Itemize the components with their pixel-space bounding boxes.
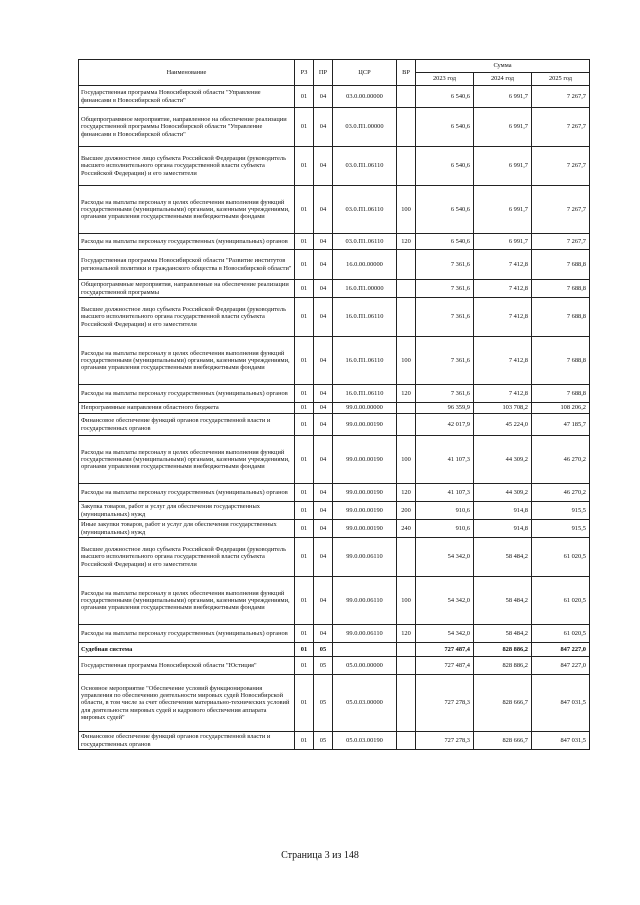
row-sum-2025: 915,5 <box>532 520 590 538</box>
row-pr: 04 <box>314 234 333 250</box>
row-pr: 04 <box>314 625 333 643</box>
row-csr: 16.0.00.00000 <box>333 250 397 280</box>
row-sum-2024: 44 309,2 <box>474 484 532 502</box>
table-row <box>79 643 590 657</box>
row-sum-2023: 6 540,6 <box>416 108 474 147</box>
row-vr <box>397 675 416 732</box>
row-csr: 99.0.00.06110 <box>333 577 397 625</box>
table-row <box>79 250 590 280</box>
row-sum-2025: 847 031,5 <box>532 732 590 750</box>
row-rz: 01 <box>295 280 314 298</box>
row-name: Непрограммные направления областного бюджета <box>79 403 295 414</box>
row-name: Расходы на выплаты персоналу в целях обеспечения выполнения функций государственными (муниципальными) органами, казенными учреждениями, органами управления государственными внебюджетными фондами <box>79 337 295 385</box>
row-sum-2023: 6 540,6 <box>416 186 474 234</box>
row-csr: 16.0.П1.06110 <box>333 337 397 385</box>
row-sum-2023: 727 487,4 <box>416 643 474 657</box>
row-csr: 03.0.П1.06110 <box>333 186 397 234</box>
row-sum-2023: 42 017,9 <box>416 414 474 436</box>
table-body <box>79 86 590 750</box>
row-vr: 100 <box>397 186 416 234</box>
row-csr: 99.0.00.00000 <box>333 403 397 414</box>
row-pr: 05 <box>314 643 333 657</box>
table-row <box>79 625 590 643</box>
row-pr: 04 <box>314 280 333 298</box>
row-sum-2024: 828 886,2 <box>474 643 532 657</box>
row-pr: 04 <box>314 577 333 625</box>
row-rz: 01 <box>295 520 314 538</box>
row-sum-2023: 6 540,6 <box>416 147 474 186</box>
header-year-2024: 2024 год <box>474 73 532 86</box>
row-rz: 01 <box>295 436 314 484</box>
row-vr: 100 <box>397 337 416 385</box>
row-sum-2025: 915,5 <box>532 502 590 520</box>
row-sum-2025: 847 227,0 <box>532 657 590 675</box>
row-csr: 16.0.П1.06110 <box>333 298 397 337</box>
row-name: Расходы на выплаты персоналу в целях обеспечения выполнения функций государственными (муниципальными) органами, казенными учреждениями, органами управления государственными внебюджетными фондами <box>79 577 295 625</box>
row-vr: 200 <box>397 502 416 520</box>
row-sum-2023: 7 361,6 <box>416 337 474 385</box>
row-csr: 99.0.00.06110 <box>333 538 397 577</box>
row-rz: 01 <box>295 108 314 147</box>
table-row <box>79 147 590 186</box>
row-rz: 01 <box>295 502 314 520</box>
table-row <box>79 502 590 520</box>
row-pr: 04 <box>314 147 333 186</box>
row-vr <box>397 414 416 436</box>
row-name: Основное мероприятие "Обеспечение условий функционирования управления по обеспечению деятельности мировых судей Новосибирской области, в том числе за счет обеспечения материально-технических условий для деятельности мировых судей и кадрового обеспечения аппарата мировых судей" <box>79 675 295 732</box>
row-rz: 01 <box>295 484 314 502</box>
row-vr: 240 <box>397 520 416 538</box>
row-rz: 01 <box>295 577 314 625</box>
header-pr: ПР <box>314 60 333 86</box>
row-pr: 04 <box>314 337 333 385</box>
row-name: Финансовое обеспечение функций органов государственной власти и государственных органов <box>79 732 295 750</box>
row-pr: 04 <box>314 502 333 520</box>
row-name: Общепрограммное мероприятие, направленное на обеспечение реализации государственной программы Новосибирской области "Управление финансами в Новосибирской области" <box>79 108 295 147</box>
row-csr <box>333 643 397 657</box>
table-row <box>79 337 590 385</box>
row-csr: 99.0.00.00190 <box>333 436 397 484</box>
row-sum-2025: 7 688,8 <box>532 337 590 385</box>
row-sum-2024: 6 991,7 <box>474 108 532 147</box>
header-rz: РЗ <box>295 60 314 86</box>
row-sum-2025: 7 688,8 <box>532 298 590 337</box>
row-sum-2023: 6 540,6 <box>416 234 474 250</box>
row-csr: 99.0.00.00190 <box>333 484 397 502</box>
row-sum-2025: 7 688,8 <box>532 385 590 403</box>
page-number: Страница 3 из 148 <box>281 850 359 861</box>
row-sum-2025: 61 020,5 <box>532 625 590 643</box>
row-csr: 05.0.03.00000 <box>333 675 397 732</box>
row-sum-2023: 727 487,4 <box>416 657 474 675</box>
row-csr: 05.0.03.00190 <box>333 732 397 750</box>
row-name: Государственная программа Новосибирской области "Юстиция" <box>79 657 295 675</box>
row-vr <box>397 657 416 675</box>
table-row <box>79 403 590 414</box>
row-name: Высшее должностное лицо субъекта Российской Федерации (руководитель высшего исполнительного органа государственной власти субъекта Российской Федерации) и его заместители <box>79 147 295 186</box>
row-rz: 01 <box>295 86 314 108</box>
row-sum-2025: 108 206,2 <box>532 403 590 414</box>
row-rz: 01 <box>295 538 314 577</box>
row-sum-2025: 847 227,0 <box>532 643 590 657</box>
row-vr: 120 <box>397 484 416 502</box>
row-sum-2023: 96 359,9 <box>416 403 474 414</box>
row-sum-2023: 727 278,3 <box>416 732 474 750</box>
header-vr: ВР <box>397 60 416 86</box>
row-rz: 01 <box>295 385 314 403</box>
row-rz: 01 <box>295 625 314 643</box>
row-vr <box>397 86 416 108</box>
row-pr: 04 <box>314 298 333 337</box>
row-name: Финансовое обеспечение функций органов государственной власти и государственных органов <box>79 414 295 436</box>
table-row <box>79 484 590 502</box>
row-sum-2023: 54 342,0 <box>416 538 474 577</box>
row-sum-2024: 7 412,8 <box>474 337 532 385</box>
row-csr: 16.0.П1.06110 <box>333 385 397 403</box>
row-sum-2024: 103 708,2 <box>474 403 532 414</box>
row-sum-2024: 914,8 <box>474 520 532 538</box>
header-year-2025: 2025 год <box>532 73 590 86</box>
row-sum-2025: 7 267,7 <box>532 147 590 186</box>
table-row <box>79 675 590 732</box>
row-sum-2024: 58 484,2 <box>474 625 532 643</box>
table-row <box>79 520 590 538</box>
row-vr: 120 <box>397 234 416 250</box>
row-vr <box>397 403 416 414</box>
row-csr: 99.0.00.00190 <box>333 414 397 436</box>
row-vr: 100 <box>397 436 416 484</box>
row-rz: 01 <box>295 643 314 657</box>
row-sum-2025: 7 688,8 <box>532 280 590 298</box>
row-rz: 01 <box>295 147 314 186</box>
row-sum-2025: 7 267,7 <box>532 186 590 234</box>
row-sum-2025: 61 020,5 <box>532 577 590 625</box>
row-sum-2024: 828 886,2 <box>474 657 532 675</box>
row-sum-2024: 6 991,7 <box>474 234 532 250</box>
row-rz: 01 <box>295 732 314 750</box>
row-sum-2024: 44 309,2 <box>474 436 532 484</box>
row-name: Судебная система <box>79 643 295 657</box>
row-name: Общепрограммные мероприятия, направленные на обеспечение реализации государственной программы <box>79 280 295 298</box>
table-row <box>79 234 590 250</box>
header-row-top <box>79 60 590 73</box>
row-name: Высшее должностное лицо субъекта Российской Федерации (руководитель высшего исполнительного органа государственной власти субъекта Российской Федерации) и его заместители <box>79 538 295 577</box>
row-csr: 03.0.П1.00000 <box>333 108 397 147</box>
row-csr: 99.0.00.00190 <box>333 520 397 538</box>
header-csr: ЦСР <box>333 60 397 86</box>
row-pr: 04 <box>314 108 333 147</box>
row-sum-2025: 7 267,7 <box>532 234 590 250</box>
row-sum-2025: 7 688,8 <box>532 250 590 280</box>
row-sum-2024: 7 412,8 <box>474 280 532 298</box>
row-sum-2024: 45 224,0 <box>474 414 532 436</box>
row-sum-2023: 7 361,6 <box>416 298 474 337</box>
row-sum-2023: 54 342,0 <box>416 577 474 625</box>
row-name: Закупка товаров, работ и услуг для обеспечения государственных (муниципальных) нужд <box>79 502 295 520</box>
row-sum-2024: 828 666,7 <box>474 732 532 750</box>
table-row <box>79 577 590 625</box>
row-rz: 01 <box>295 403 314 414</box>
header-sum: Сумма <box>416 60 590 73</box>
row-rz: 01 <box>295 234 314 250</box>
row-sum-2024: 58 484,2 <box>474 577 532 625</box>
row-csr: 99.0.00.00190 <box>333 502 397 520</box>
row-sum-2024: 7 412,8 <box>474 298 532 337</box>
row-name: Расходы на выплаты персоналу в целях обеспечения выполнения функций государственными (муниципальными) органами, казенными учреждениями, органами управления государственными внебюджетными фондами <box>79 436 295 484</box>
row-sum-2024: 6 991,7 <box>474 86 532 108</box>
row-name: Расходы на выплаты персоналу государственных (муниципальных) органов <box>79 484 295 502</box>
row-rz: 01 <box>295 337 314 385</box>
row-pr: 04 <box>314 250 333 280</box>
row-pr: 04 <box>314 414 333 436</box>
row-name: Расходы на выплаты персоналу государственных (муниципальных) органов <box>79 385 295 403</box>
row-sum-2023: 910,6 <box>416 502 474 520</box>
row-sum-2025: 46 270,2 <box>532 436 590 484</box>
row-sum-2024: 828 666,7 <box>474 675 532 732</box>
row-vr <box>397 280 416 298</box>
row-pr: 04 <box>314 484 333 502</box>
row-rz: 01 <box>295 675 314 732</box>
row-sum-2024: 7 412,8 <box>474 250 532 280</box>
row-sum-2023: 7 361,6 <box>416 280 474 298</box>
row-rz: 01 <box>295 298 314 337</box>
row-vr <box>397 250 416 280</box>
table-row <box>79 86 590 108</box>
row-csr: 03.0.П1.06110 <box>333 147 397 186</box>
table-row <box>79 186 590 234</box>
row-pr: 05 <box>314 732 333 750</box>
row-pr: 04 <box>314 186 333 234</box>
table-row <box>79 657 590 675</box>
header-name: Наименование <box>79 60 295 86</box>
row-sum-2023: 6 540,6 <box>416 86 474 108</box>
row-csr: 03.0.00.00000 <box>333 86 397 108</box>
row-vr <box>397 298 416 337</box>
row-pr: 04 <box>314 403 333 414</box>
budget-table <box>78 59 590 750</box>
row-sum-2024: 58 484,2 <box>474 538 532 577</box>
table-row <box>79 436 590 484</box>
row-pr: 04 <box>314 385 333 403</box>
row-pr: 04 <box>314 520 333 538</box>
row-sum-2025: 7 267,7 <box>532 86 590 108</box>
row-vr <box>397 732 416 750</box>
row-name: Иные закупки товаров, работ и услуг для обеспечения государственных (муниципальных) нужд <box>79 520 295 538</box>
row-vr <box>397 538 416 577</box>
table-row <box>79 414 590 436</box>
row-rz: 01 <box>295 657 314 675</box>
row-name: Государственная программа Новосибирской области "Управление финансами в Новосибирской области" <box>79 86 295 108</box>
table-row <box>79 732 590 750</box>
row-pr: 04 <box>314 436 333 484</box>
row-sum-2023: 7 361,6 <box>416 250 474 280</box>
row-sum-2023: 727 278,3 <box>416 675 474 732</box>
row-sum-2023: 910,6 <box>416 520 474 538</box>
row-name: Высшее должностное лицо субъекта Российской Федерации (руководитель высшего исполнительного органа государственной власти субъекта Российской Федерации) и его заместители <box>79 298 295 337</box>
row-sum-2023: 7 361,6 <box>416 385 474 403</box>
row-csr: 16.0.П1.00000 <box>333 280 397 298</box>
row-sum-2023: 41 107,3 <box>416 484 474 502</box>
row-sum-2024: 6 991,7 <box>474 147 532 186</box>
row-vr <box>397 108 416 147</box>
row-pr: 05 <box>314 675 333 732</box>
row-csr: 05.0.00.00000 <box>333 657 397 675</box>
row-vr: 120 <box>397 625 416 643</box>
header-year-2023: 2023 год <box>416 73 474 86</box>
row-sum-2024: 914,8 <box>474 502 532 520</box>
row-sum-2025: 847 031,5 <box>532 675 590 732</box>
table-row <box>79 538 590 577</box>
row-pr: 05 <box>314 657 333 675</box>
row-sum-2023: 41 107,3 <box>416 436 474 484</box>
row-sum-2024: 7 412,8 <box>474 385 532 403</box>
row-csr: 03.0.П1.06110 <box>333 234 397 250</box>
row-vr: 120 <box>397 385 416 403</box>
row-name: Расходы на выплаты персоналу государственных (муниципальных) органов <box>79 234 295 250</box>
row-sum-2025: 7 267,7 <box>532 108 590 147</box>
table-row <box>79 108 590 147</box>
row-sum-2023: 54 342,0 <box>416 625 474 643</box>
row-sum-2025: 47 185,7 <box>532 414 590 436</box>
row-name: Расходы на выплаты персоналу в целях обеспечения выполнения функций государственными (муниципальными) органами, казенными учреждениями, органами управления государственными внебюджетными фондами <box>79 186 295 234</box>
table-row <box>79 385 590 403</box>
row-csr: 99.0.00.06110 <box>333 625 397 643</box>
table-row <box>79 280 590 298</box>
row-pr: 04 <box>314 86 333 108</box>
row-vr <box>397 643 416 657</box>
row-rz: 01 <box>295 186 314 234</box>
row-rz: 01 <box>295 250 314 280</box>
row-vr <box>397 147 416 186</box>
row-sum-2024: 6 991,7 <box>474 186 532 234</box>
table-row <box>79 298 590 337</box>
row-name: Государственная программа Новосибирской области "Развитие институтов региональной политики и гражданского общества в Новосибирской области" <box>79 250 295 280</box>
row-sum-2025: 46 270,2 <box>532 484 590 502</box>
row-rz: 01 <box>295 414 314 436</box>
row-pr: 04 <box>314 538 333 577</box>
row-name: Расходы на выплаты персоналу государственных (муниципальных) органов <box>79 625 295 643</box>
row-vr: 100 <box>397 577 416 625</box>
row-sum-2025: 61 020,5 <box>532 538 590 577</box>
